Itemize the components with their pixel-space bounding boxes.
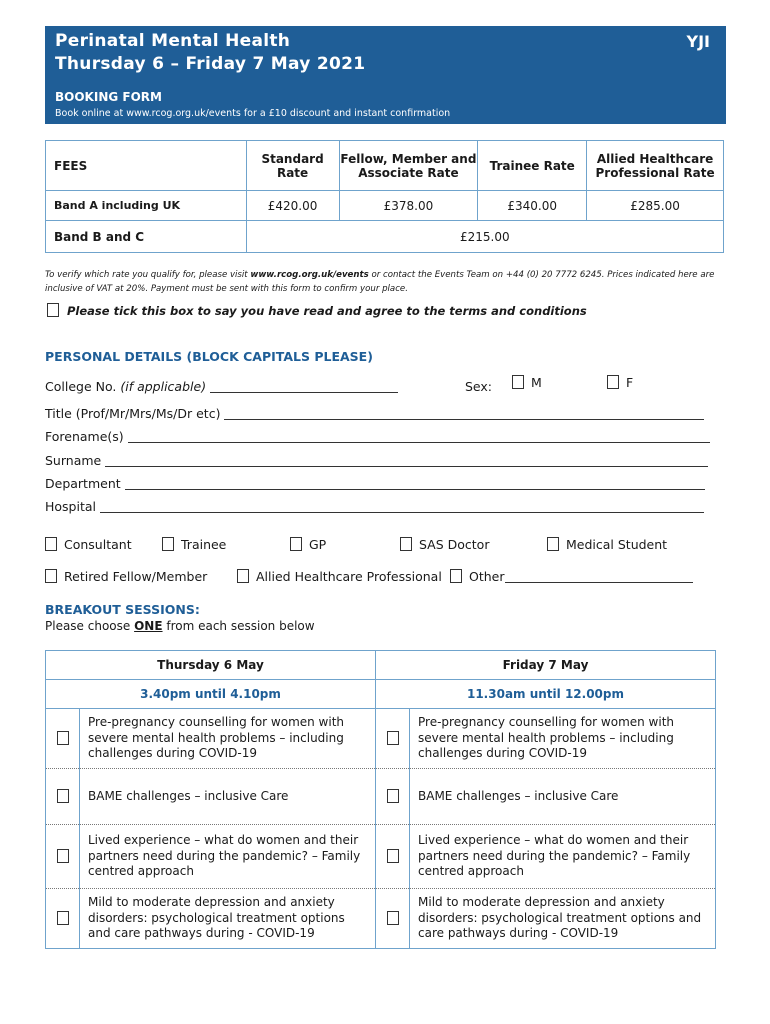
form-label: BOOKING FORM: [55, 90, 162, 104]
thu-session-2-label: BAME challenges – inclusive Care: [80, 769, 376, 825]
band-a-standard: £420.00: [246, 191, 339, 221]
events-link[interactable]: www.rcog.org.uk/events: [250, 270, 369, 280]
college-field: College No. (if applicable): [45, 379, 398, 394]
fri-session-4-checkbox[interactable]: [387, 911, 399, 925]
band-a-label: Band A including UK: [46, 191, 247, 221]
thu-session-4-cell: [46, 889, 80, 949]
forename-field: Forename(s): [45, 429, 710, 444]
terms-checkbox[interactable]: [47, 303, 59, 317]
role-medical-student-checkbox[interactable]: [547, 537, 559, 551]
terms-label: Please tick this box to say you have read and agree to the terms and conditions: [67, 304, 587, 318]
fri-session-2-checkbox[interactable]: [387, 789, 399, 803]
sex-label: Sex:: [465, 379, 493, 394]
fees-col-fellow: Fellow, Member and Associate Rate: [339, 141, 478, 191]
role-gp: GP: [290, 537, 326, 552]
surname-input[interactable]: [105, 455, 708, 467]
band-a-trainee: £340.00: [478, 191, 587, 221]
thu-session-4-label: Mild to moderate depression and anxiety disorders: psychological treatment options and care pathways during - COVID-19: [80, 889, 376, 949]
fri-session-3-checkbox[interactable]: [387, 849, 399, 863]
role-consultant: Consultant: [45, 537, 132, 552]
role-allied-checkbox[interactable]: [237, 569, 249, 583]
time-thursday: 3.40pm until 4.10pm: [46, 680, 376, 709]
sex-f-checkbox[interactable]: [607, 375, 619, 389]
department-input[interactable]: [125, 478, 705, 490]
personal-details-title: PERSONAL DETAILS (BLOCK CAPITALS PLEASE): [45, 349, 373, 364]
forename-input[interactable]: [128, 431, 710, 443]
breakout-title: BREAKOUT SESSIONS:: [45, 602, 200, 617]
fri-session-1-cell: [376, 709, 410, 769]
thu-session-4-checkbox[interactable]: [57, 911, 69, 925]
role-medical-student: Medical Student: [547, 537, 667, 552]
role-trainee: Trainee: [162, 537, 226, 552]
day-friday: Friday 7 May: [376, 651, 716, 680]
fees-col-trainee: Trainee Rate: [478, 141, 587, 191]
role-retired-checkbox[interactable]: [45, 569, 57, 583]
fri-session-3-label: Lived experience – what do women and their partners need during the pandemic? – Family centred approach: [410, 825, 716, 889]
title-field: Title (Prof/Mr/Mrs/Ms/Dr etc): [45, 406, 704, 421]
thu-session-1-cell: [46, 709, 80, 769]
fri-session-4-label: Mild to moderate depression and anxiety disorders: psychological treatment options and care pathways during - COVID-19: [410, 889, 716, 949]
fri-session-1-label: Pre-pregnancy counselling for women with severe mental health problems – including challenges during COVID-19: [410, 709, 716, 769]
event-code: YJI: [686, 32, 710, 51]
fri-session-4-cell: [376, 889, 410, 949]
band-b-value: £215.00: [246, 221, 723, 253]
breakout-table: [45, 650, 716, 949]
role-sas-doctor: SAS Doctor: [400, 537, 489, 552]
role-other: Other: [450, 569, 693, 584]
thu-session-2-checkbox[interactable]: [57, 789, 69, 803]
fees-col-standard: Standard Rate: [246, 141, 339, 191]
online-booking-note: Book online at www.rcog.org.uk/events for a £10 discount and instant confirmation: [55, 108, 451, 119]
time-friday: 11.30am until 12.00pm: [376, 680, 716, 709]
role-retired: Retired Fellow/Member: [45, 569, 207, 584]
thu-session-3-cell: [46, 825, 80, 889]
sex-m-checkbox[interactable]: [512, 375, 524, 389]
department-field: Department: [45, 476, 705, 491]
thu-session-2-cell: [46, 769, 80, 825]
fri-session-2-cell: [376, 769, 410, 825]
role-sas-checkbox[interactable]: [400, 537, 412, 551]
title-input[interactable]: [224, 408, 704, 420]
band-a-allied: £285.00: [587, 191, 724, 221]
fees-label: FEES: [46, 141, 247, 191]
role-trainee-checkbox[interactable]: [162, 537, 174, 551]
event-dates: Thursday 6 – Friday 7 May 2021: [55, 54, 366, 74]
fees-col-allied: Allied Healthcare Professional Rate: [587, 141, 724, 191]
thu-session-1-checkbox[interactable]: [57, 731, 69, 745]
role-other-checkbox[interactable]: [450, 569, 462, 583]
breakout-instruction: Please choose ONE from each session below: [45, 619, 315, 633]
terms-row: [47, 303, 587, 318]
sex-m-option: M: [512, 375, 542, 390]
band-a-fellow: £378.00: [339, 191, 478, 221]
role-other-input[interactable]: [505, 571, 693, 583]
sex-f-option: F: [607, 375, 633, 390]
day-thursday: Thursday 6 May: [46, 651, 376, 680]
role-allied: Allied Healthcare Professional: [237, 569, 442, 584]
fri-session-3-cell: [376, 825, 410, 889]
thu-session-3-checkbox[interactable]: [57, 849, 69, 863]
hospital-field: Hospital: [45, 499, 704, 514]
fees-table: [45, 140, 724, 253]
hospital-input[interactable]: [100, 501, 704, 513]
event-title: Perinatal Mental Health: [55, 31, 291, 51]
header-banner: [45, 26, 726, 124]
surname-field: Surname: [45, 453, 708, 468]
role-consultant-checkbox[interactable]: [45, 537, 57, 551]
fri-session-2-label: BAME challenges – inclusive Care: [410, 769, 716, 825]
fri-session-1-checkbox[interactable]: [387, 731, 399, 745]
band-b-label: Band B and C: [46, 221, 247, 253]
college-input[interactable]: [210, 381, 398, 393]
thu-session-3-label: Lived experience – what do women and their partners need during the pandemic? – Family centred approach: [80, 825, 376, 889]
role-gp-checkbox[interactable]: [290, 537, 302, 551]
rate-note: To verify which rate you qualify for, please visit www.rcog.org.uk/events or contact the Events Team on +44 (0) 20 7772 6245. Prices indicated here are inclusive of VAT at 20%. Payment must be sent with this form to confirm your place.: [45, 270, 715, 294]
thu-session-1-label: Pre-pregnancy counselling for women with severe mental health problems – including challenges during COVID-19: [80, 709, 376, 769]
